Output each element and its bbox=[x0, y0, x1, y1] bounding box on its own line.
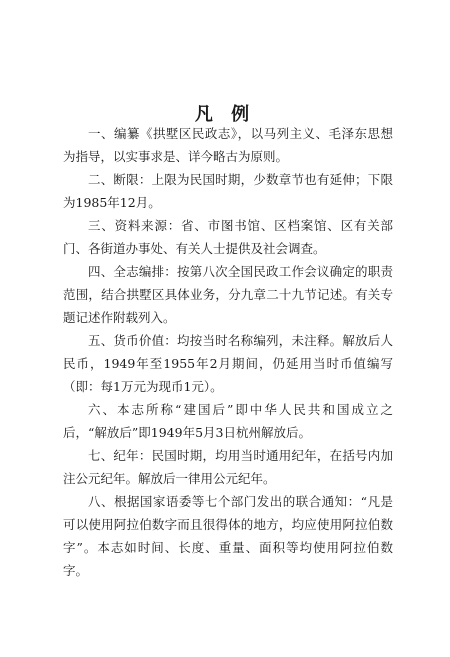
document-body bbox=[63, 122, 393, 582]
paragraph-2: 二、断限：上限为民国时期，少数章节也有延伸；下限为1985年12月。 bbox=[63, 172, 393, 210]
paragraph-5: 五、货币价值：均按当时名称编列，未注释。解放后人民币，1949年至1955年2月期间，仍延用当时币值编写（即：每1万元为现币1元）。 bbox=[63, 333, 393, 394]
paragraph-8: 八、根据国家语委等七个部门发出的联合通知：“凡是可以使用阿拉伯数字而且很得体的地方，均应使用阿拉伯数字”。本志如时间、长度、重量、面积等均使用阿拉伯数字。 bbox=[63, 494, 393, 578]
paragraph-7: 七、纪年：民国时期，均用当时通用纪年，在括号内加注公元纪年。解放后一律用公元纪年。 bbox=[63, 448, 393, 486]
paragraph-3: 三、资料来源：省、市图书馆、区档案馆、区有关部门、各街道办事处、有关人士提供及社会调查。 bbox=[63, 218, 393, 256]
paragraph-4: 四、全志编排：按第八次全国民政工作会议确定的职责范围，结合拱墅区具体业务，分九章二十九节记述。有关专题记述作附载列入。 bbox=[63, 264, 393, 325]
paragraph-1: 一、编纂《拱墅区民政志》，以马列主义、毛泽东思想为指导，以实事求是、详今略古为原则。 bbox=[63, 126, 393, 164]
page-title: 凡 例 bbox=[194, 104, 256, 125]
paragraph-6: 六、本志所称“建国后”即中华人民共和国成立之后，“解放后”即1949年5月3日杭州解放后。 bbox=[63, 402, 393, 440]
